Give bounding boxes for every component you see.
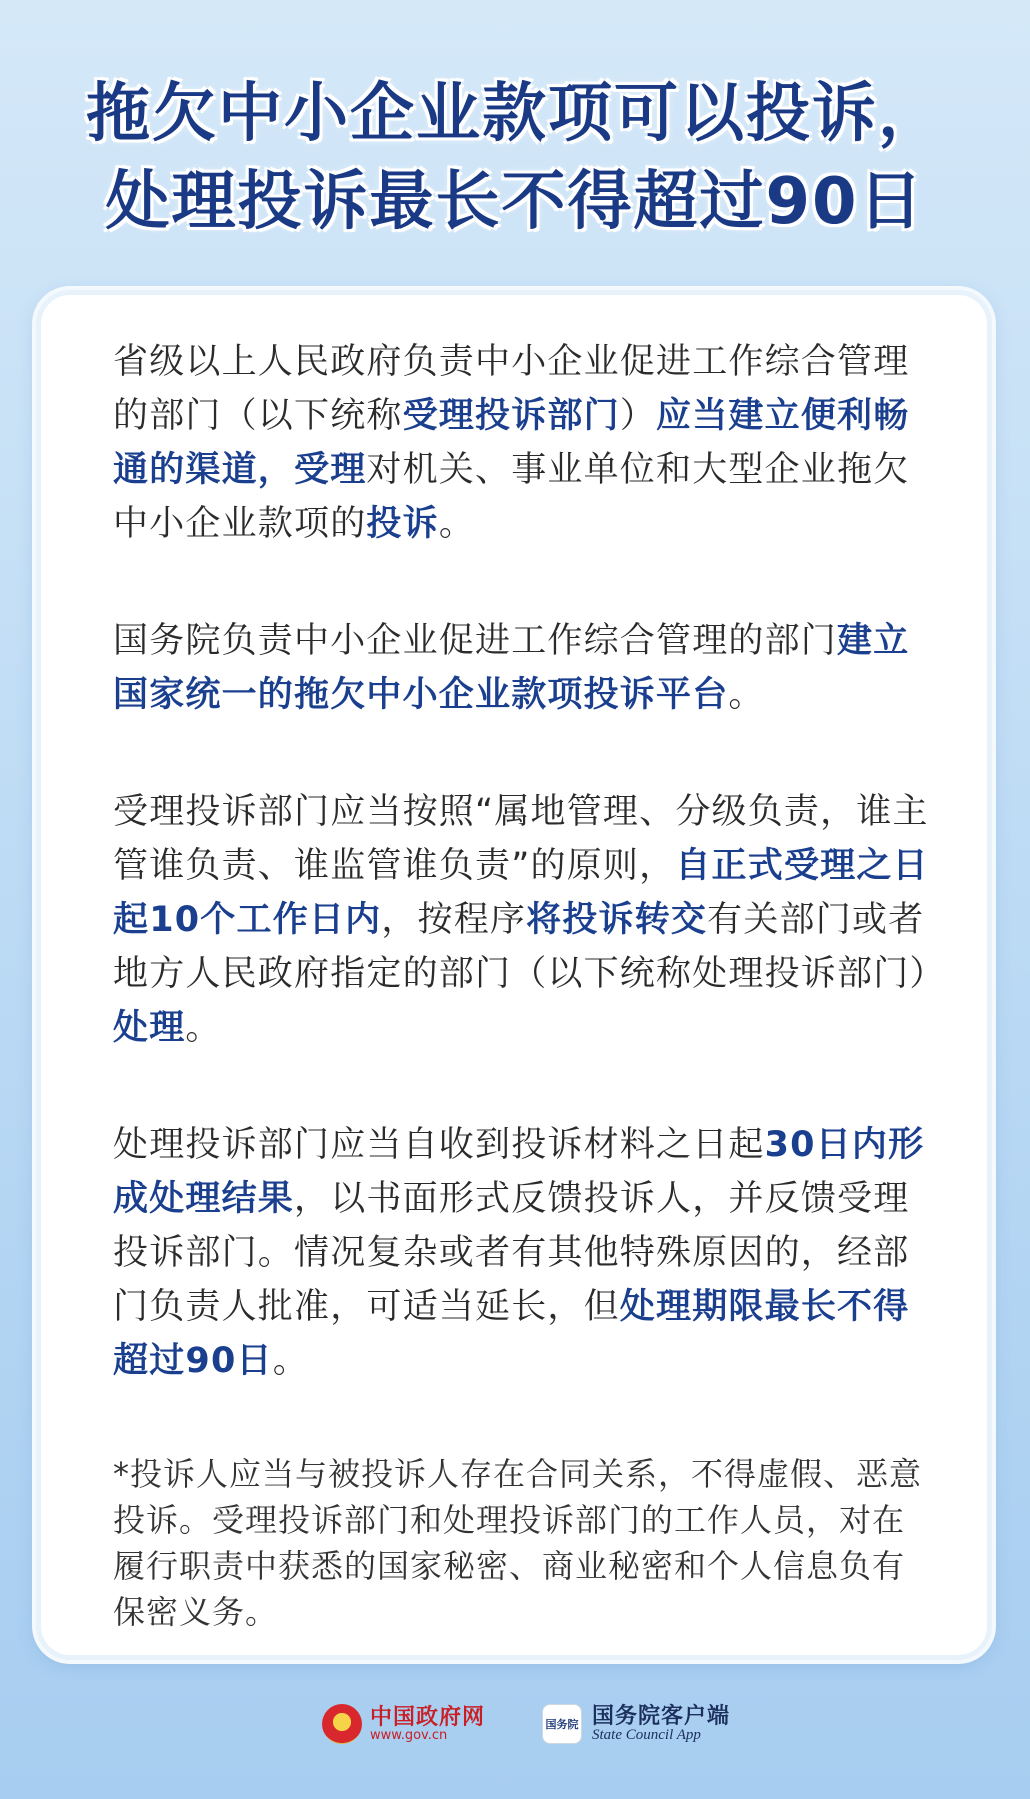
body-text: ，以书面形式反馈投诉人，并反馈受理投诉部门。情况复杂或者有其他特殊原因的，经部门负责人批准，可适当延长，但 [113,1179,910,1327]
body-text: 省级以上人民政府负责中小企业促进工作综合管理的部门（以下统称 [113,342,910,436]
gov-site-name: 中国政府网 [370,1704,486,1730]
article-body [113,335,946,1698]
title-line-1: 拖欠中小企业款项可以投诉， [86,77,944,151]
body-paragraph [113,614,931,722]
body-text: 对机关、事业单位和大型企业拖欠中小企业款项的 [113,450,910,544]
body-text: 。 [438,504,476,544]
highlight-text: 受理投诉部门 [402,396,620,436]
body-paragraph [113,335,931,551]
highlight-text: 应当建立便利畅通的渠道，受理 [113,396,910,490]
app-name-en: State Council App [592,1726,701,1743]
body-text: 。 [272,1341,309,1381]
page-title [0,70,1030,246]
app-name: 国务院客户端 [592,1703,731,1729]
gov-site-url: www.gov.cn [370,1727,448,1743]
body-text: ，按程序 [381,900,527,940]
highlight-text: 自正式受理之日起10个工作日内 [113,846,929,940]
body-text: 。 [185,1008,222,1048]
body-paragraph [113,785,946,1055]
content-card [36,290,992,1660]
highlight-text: 投诉 [366,504,439,544]
body-paragraph [113,1118,931,1388]
body-text: 有关部门或者地方人民政府指定的部门（以下统称处理投诉部门） [113,900,946,994]
app-icon: 国务院 [542,1704,582,1744]
highlight-text: 建立国家统一的拖欠中小企业款项投诉平台 [113,621,910,715]
title-line-2: 处理投诉最长不得超过90日 [105,165,925,239]
body-text: 处理投诉部门应当自收到投诉材料之日起 [113,1125,765,1165]
body-text: 受理投诉部门应当按照“属地管理、分级负责，谁主管谁负责、谁监管谁负责”的原则， [113,792,929,886]
highlight-text: 将投诉转交 [526,900,708,940]
body-text: *投诉人应当与被投诉人存在合同关系，不得虚假、恶意投诉。受理投诉部门和处理投诉部门的工作人员，对在履行职责中获悉的国家秘密、商业秘密和个人信息负有保密义务。 [113,1455,923,1631]
state-council-app-logo[interactable] [542,1704,730,1744]
highlight-text: 处理 [113,1008,186,1048]
body-text: 。 [728,675,765,715]
national-emblem-icon [322,1704,362,1744]
gov-logo[interactable] [322,1704,485,1744]
footer [0,1704,1030,1764]
highlight-text: 处理期限最长不得超过90日 [113,1287,910,1381]
highlight-text: 30日内形成处理结果 [113,1125,925,1219]
body-text: 国务院负责中小企业促进工作综合管理的部门 [113,621,838,661]
body-text: ） [619,396,657,436]
footnote-paragraph [113,1451,931,1635]
